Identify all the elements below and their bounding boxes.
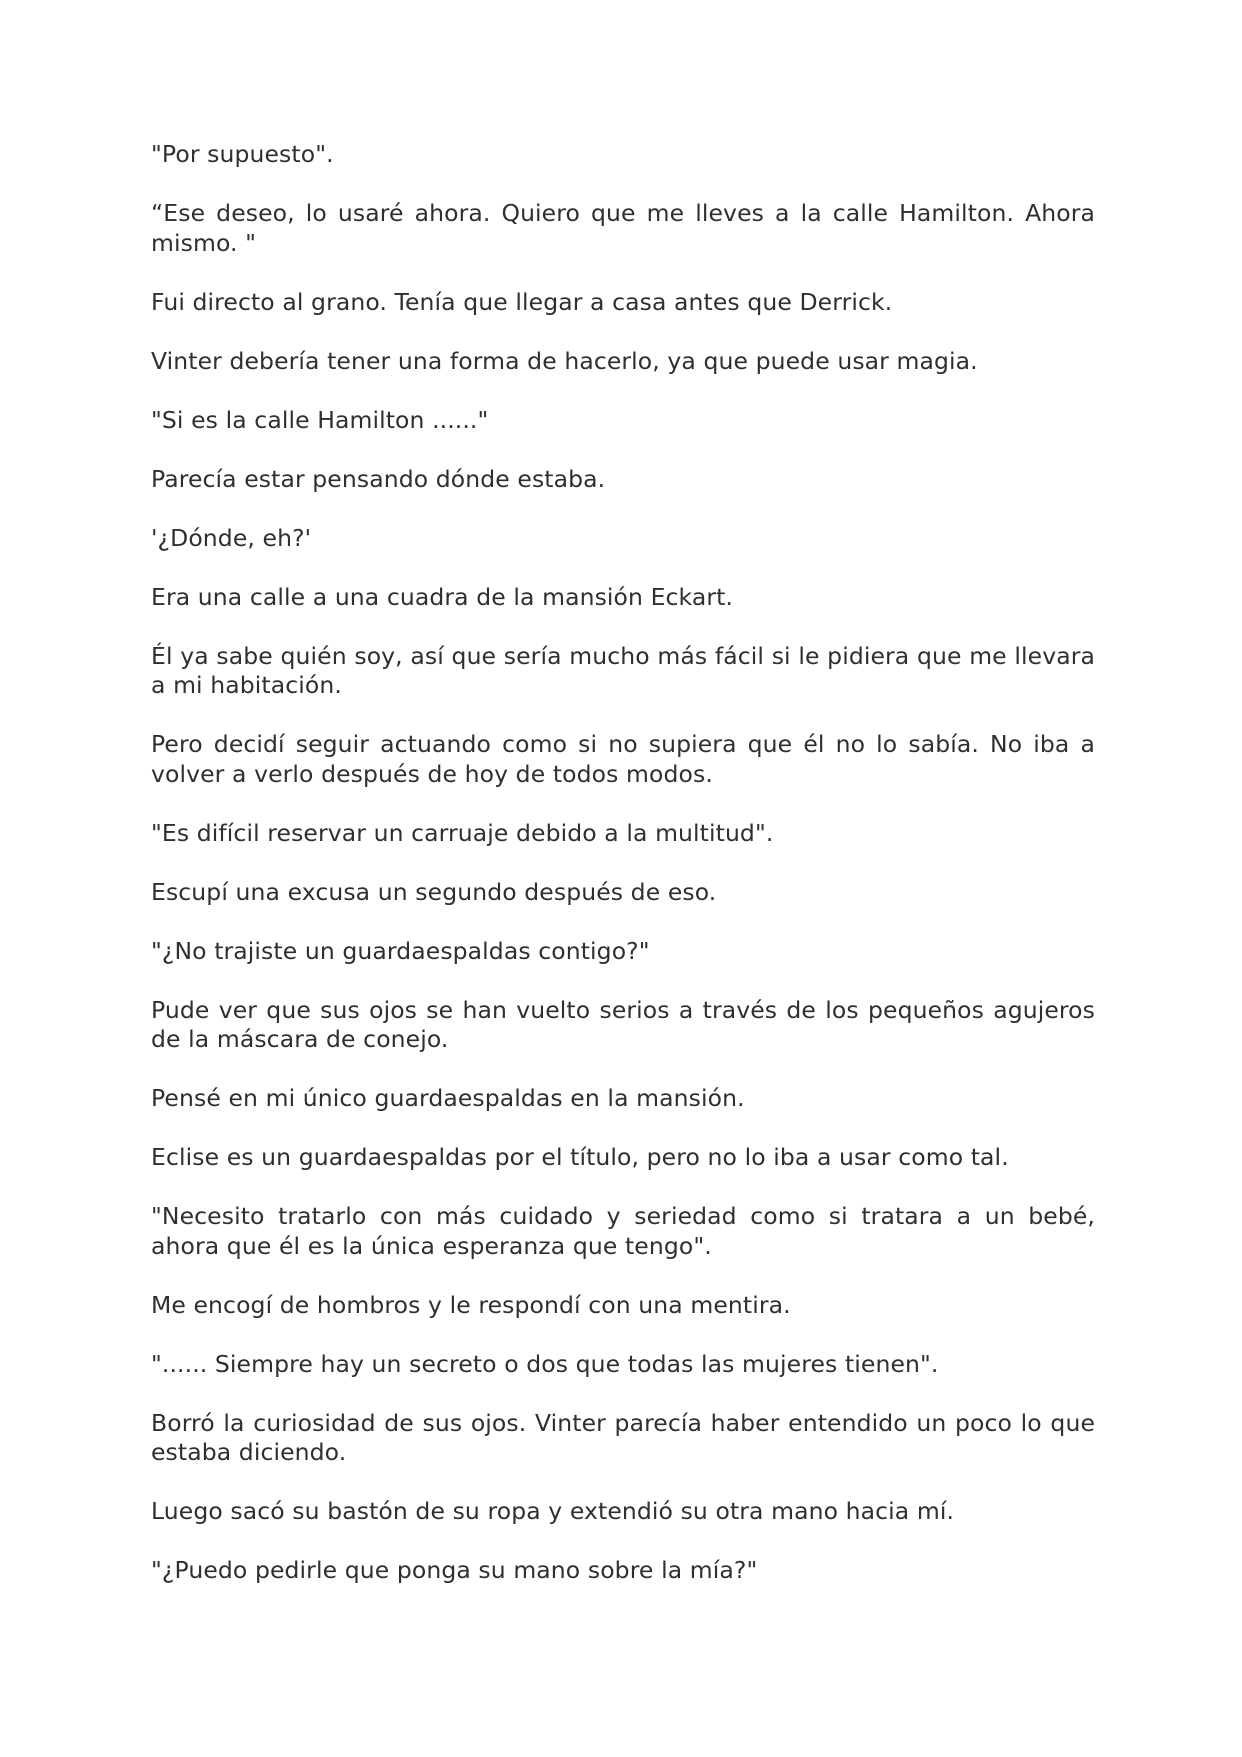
paragraph: Escupí una excusa un segundo después de eso. xyxy=(151,877,717,906)
paragraph: Era una calle a una cuadra de la mansión Eckart. xyxy=(151,582,733,611)
paragraph: Fui directo al grano. Tenía que llegar a casa antes que Derrick. xyxy=(151,287,893,316)
paragraph: Parecía estar pensando dónde estaba. xyxy=(151,464,606,493)
paragraph: Pude ver que sus ojos se han vuelto serios a través de los pequeños agujeros de la máscara de conejo. xyxy=(151,995,1095,1053)
paragraph: Vinter debería tener una forma de hacerlo, ya que puede usar magia. xyxy=(151,346,978,375)
paragraph: '¿Dónde, eh?' xyxy=(151,523,312,552)
paragraph: "¿Puedo pedirle que ponga su mano sobre la mía?" xyxy=(151,1556,758,1584)
paragraph: "Es difícil reservar un carruaje debido a la multitud". xyxy=(151,818,774,847)
paragraph: "Necesito tratarlo con más cuidado y seriedad como si tratara a un bebé, ahora que él es la única esperanza que tengo". xyxy=(151,1202,1095,1260)
paragraph: Él ya sabe quién soy, así que sería mucho más fácil si le pidiera que me llevara a mi habitación. xyxy=(151,641,1095,699)
paragraph: Luego sacó su bastón de su ropa y extendió su otra mano hacia mí. xyxy=(151,1497,955,1525)
paragraph: Pensé en mi único guardaespaldas en la mansión. xyxy=(151,1084,745,1112)
paragraph: "Si es la calle Hamilton ......" xyxy=(151,405,489,434)
document-page xyxy=(151,140,1095,1615)
paragraph: "¿No trajiste un guardaespaldas contigo?" xyxy=(151,936,650,965)
paragraph: "Por supuesto". xyxy=(151,140,334,168)
paragraph: “Ese deseo, lo usaré ahora. Quiero que me lleves a la calle Hamilton. Ahora mismo. " xyxy=(151,199,1095,257)
paragraph: Pero decidí seguir actuando como si no supiera que él no lo sabía. No iba a volver a verlo después de hoy de todos modos. xyxy=(151,730,1095,788)
paragraph: Eclise es un guardaespaldas por el título, pero no lo iba a usar como tal. xyxy=(151,1143,1009,1171)
paragraph: Me encogí de hombros y le respondí con una mentira. xyxy=(151,1290,791,1319)
paragraph: Borró la curiosidad de sus ojos. Vinter parecía haber entendido un poco lo que estaba diciendo. xyxy=(151,1408,1095,1466)
paragraph: "...... Siempre hay un secreto o dos que todas las mujeres tienen". xyxy=(151,1349,939,1378)
